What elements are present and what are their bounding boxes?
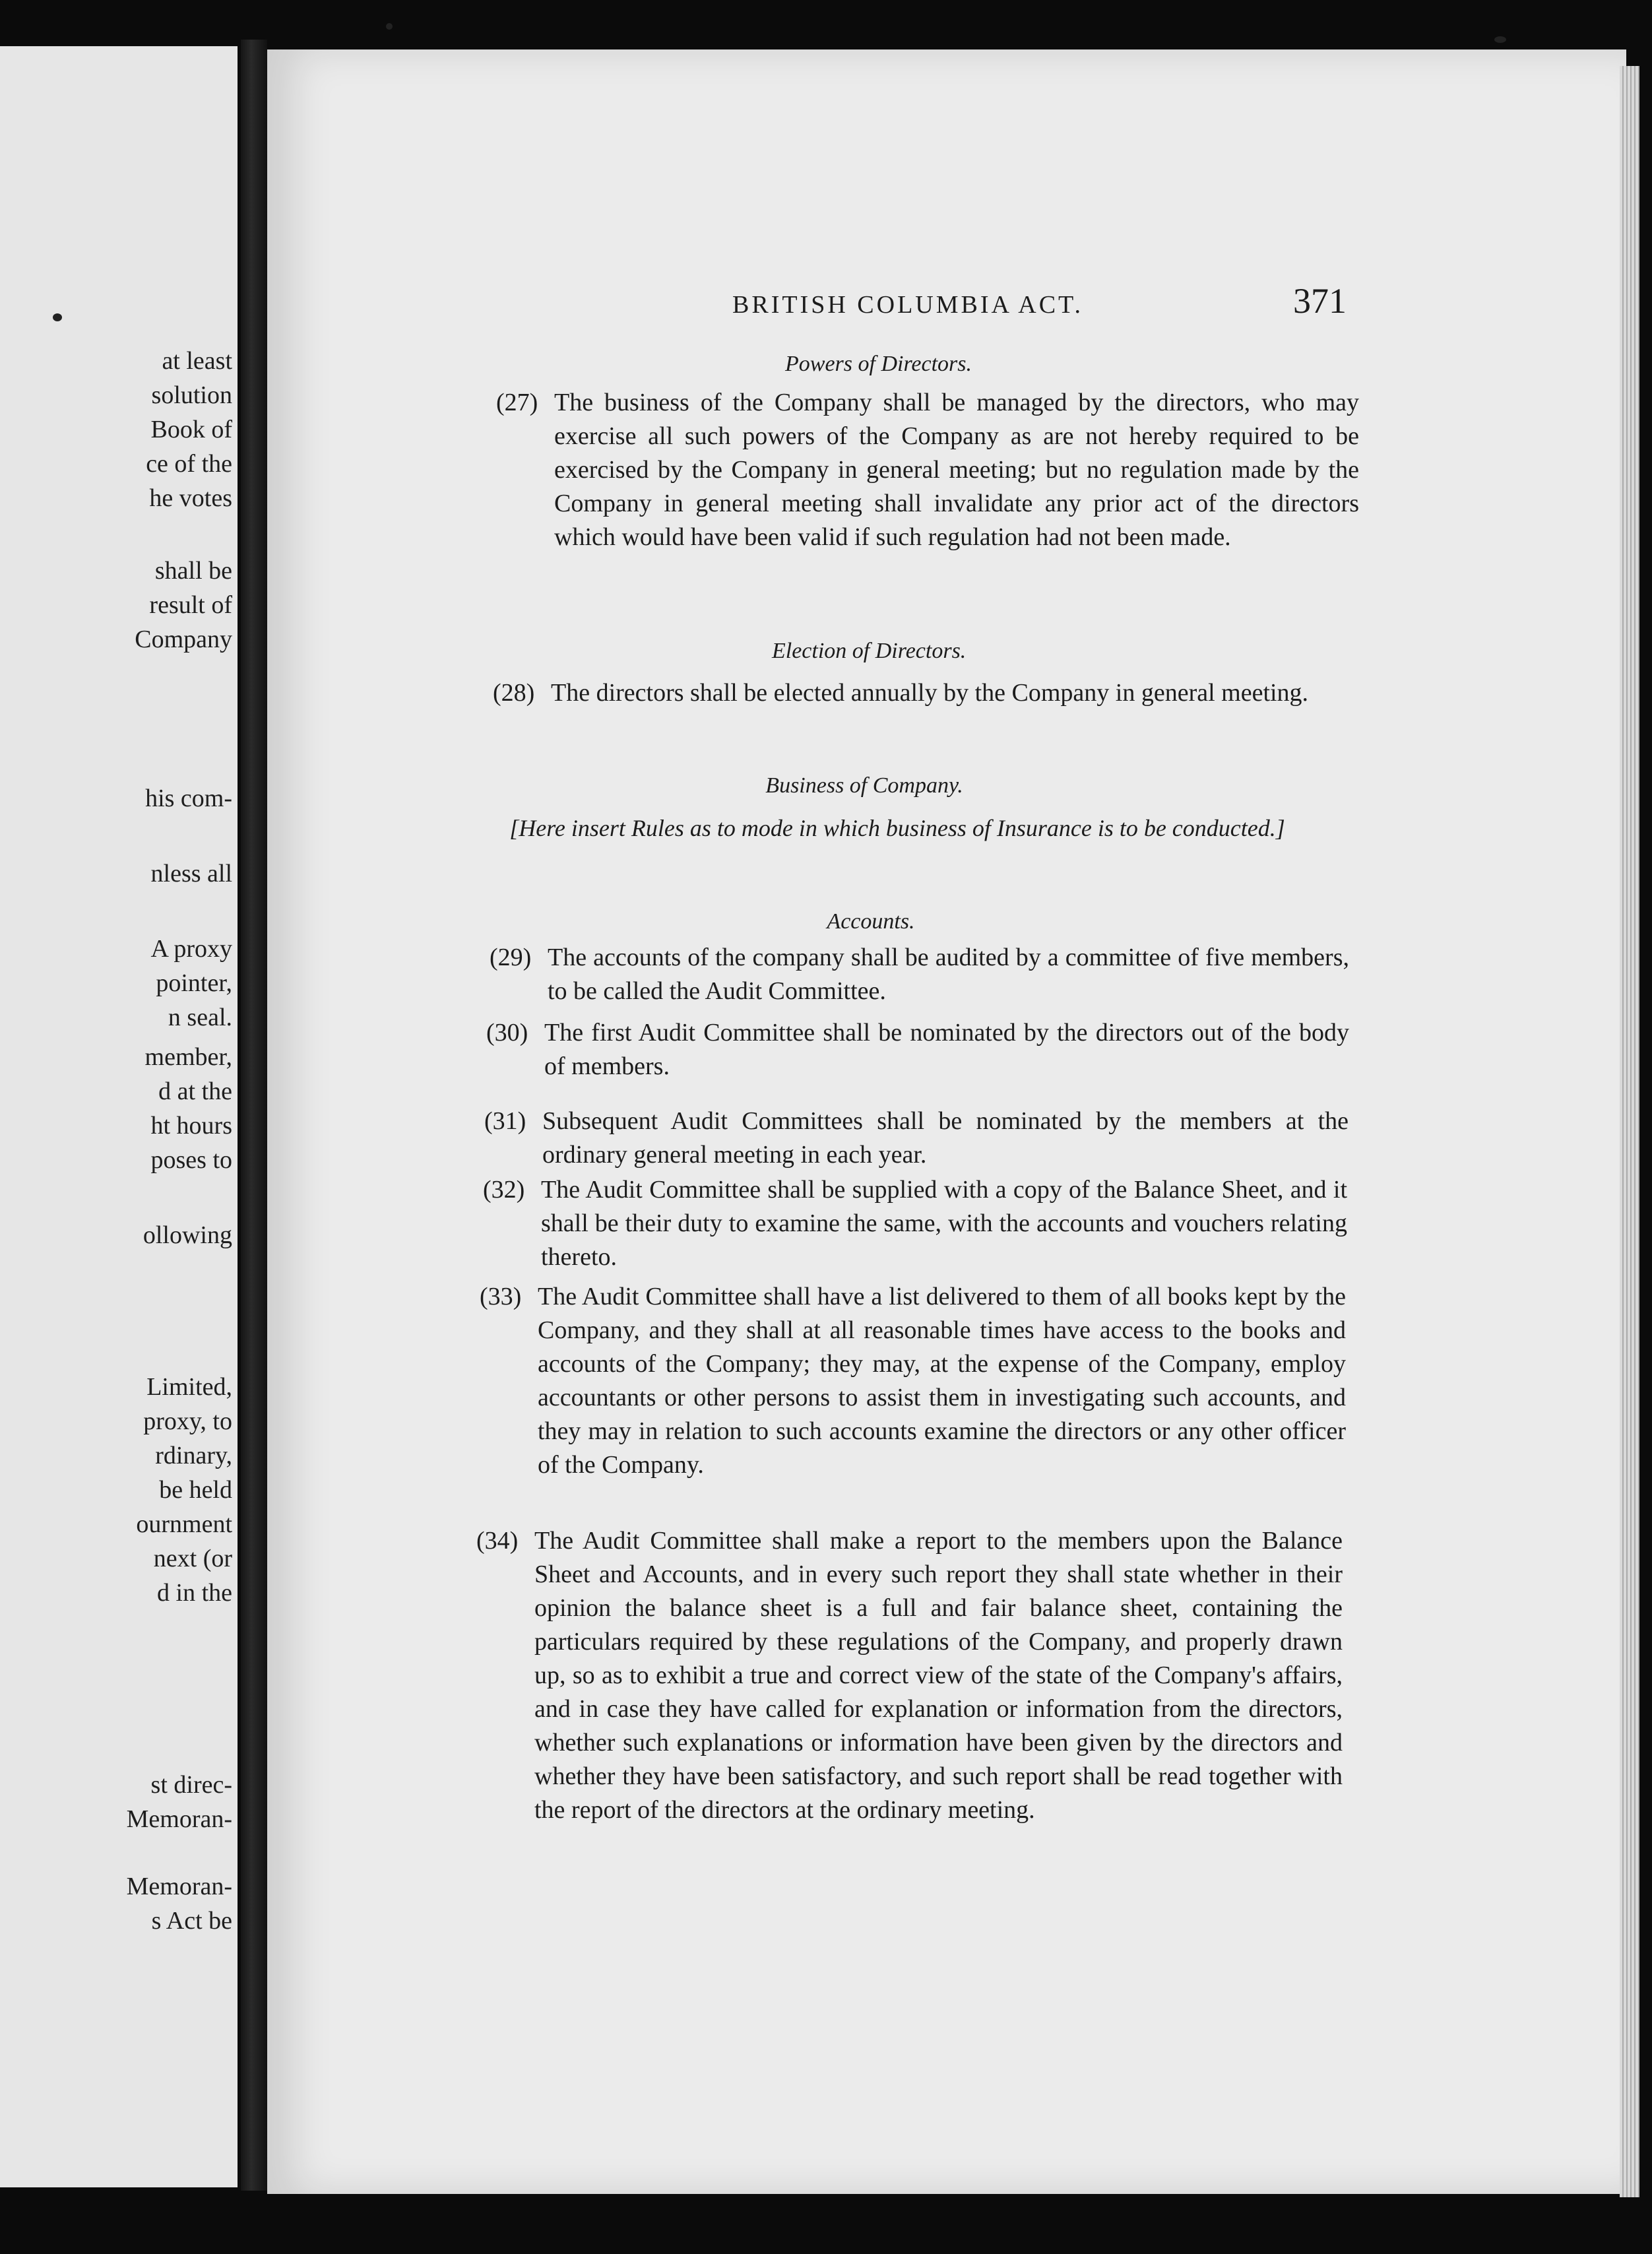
left-fragment: nless all [150,860,232,887]
left-fragment: d at the [158,1078,232,1105]
clause-29 [490,941,1349,1008]
left-fragment: A proxy [150,935,232,963]
left-fragment: his com- [145,785,232,812]
clause-number: (31) [484,1107,526,1135]
left-fragment: ournment [136,1510,232,1538]
section-heading-business: Business of Company. [765,773,963,798]
left-fragment: s Act be [151,1907,232,1935]
scan-speck [53,313,62,321]
left-fragment: he votes [149,484,232,512]
section-heading-election: Election of Directors. [772,639,967,663]
clause-number: (28) [493,679,535,707]
clause-number: (29) [490,944,532,971]
left-fragment: pointer, [156,969,232,997]
clause-text: The first Audit Committee shall be nominated by the directors out of the body of members. [544,1019,1349,1080]
left-fragment: proxy, to [143,1407,232,1435]
left-fragment: be held [159,1476,232,1504]
clause-text: The Audit Committee shall make a report to the members upon the Balance Sheet and Accounts, and in every such report they shall state whether in their opinion the balance sheet is a full and fair balance sheet, containing the particulars required by these regulations of the Company, and properly drawn up, so as to exhibit a true and correct view of the state of the Company's affairs, and in case they have called for explanation or information from the directors, whether such explanations or information have been given by the directors and whether they have been satisfactory, and such report shall be read together with the report of the directors at the ordinary meeting. [534,1527,1343,1824]
left-fragment: poses to [150,1146,232,1174]
clause-33 [480,1280,1346,1482]
clause-text: The directors shall be elected annually by the Company in general meeting. [551,679,1309,707]
left-fragment: solution [151,381,232,409]
clause-text: The Audit Committee shall have a list delivered to them of all books kept by the Company, and they shall at all reasonable times have access to the books and accounts of the Company; they may, at the expense of the Company, employ accountants or other persons to assist them in investigating such accounts, and they may in relation to such accounts examine the directors or any other officer of the Company. [538,1283,1346,1479]
section-heading-powers: Powers of Directors. [785,352,972,376]
clause-text: The accounts of the company shall be audited by a committee of five members, to be called the Audit Committee. [548,944,1349,1005]
clause-text: The Audit Committee shall be supplied with a copy of the Balance Sheet, and it shall be their duty to examine the same, with the accounts and vouchers relating thereto. [541,1176,1347,1271]
page-edge [1620,66,1639,2197]
left-fragment: ce of the [146,450,232,478]
business-note: [Here insert Rules as to mode in which business of Insurance is to be conducted.] [509,815,1285,841]
running-title: BRITISH COLUMBIA ACT. [732,291,1083,319]
left-fragment: n seal. [168,1004,232,1031]
page-number: 371 [1293,281,1347,321]
left-fragment: ollowing [143,1221,232,1249]
clause-number: (27) [496,389,538,416]
clause-27 [496,386,1359,554]
clause-number: (32) [483,1176,525,1204]
left-fragment: Memoran- [126,1805,232,1833]
left-fragment: Book of [150,416,232,443]
left-facing-page [0,46,238,2187]
left-fragment: at least [162,347,232,375]
clause-number: (30) [486,1019,528,1046]
left-fragment: Memoran- [126,1873,232,1900]
left-fragment: result of [149,591,232,619]
scan-speck [386,23,393,30]
left-fragment: next (or [153,1545,232,1572]
clause-30 [486,1016,1349,1083]
left-fragment: ht hours [150,1112,232,1140]
left-fragment: st direc- [150,1771,232,1799]
section-heading-accounts: Accounts. [827,909,915,934]
clause-28 [493,676,1352,710]
clause-number: (33) [480,1283,522,1310]
left-fragment: rdinary, [155,1442,232,1469]
left-fragment: Company [135,626,232,653]
clause-text: Subsequent Audit Committees shall be nominated by the members at the ordinary general meeting in each year. [542,1107,1349,1169]
clause-32 [483,1173,1347,1274]
left-fragment: d in the [157,1579,232,1607]
scan-speck [1494,36,1506,43]
left-fragment: shall be [154,557,232,585]
left-fragment: member, [144,1043,232,1071]
left-fragment: Limited, [146,1373,232,1401]
clause-34 [476,1524,1343,1827]
clause-text: The business of the Company shall be managed by the directors, who may exercise all such powers of the Company as are not hereby required to be exercised by the Company in general meeting; but no regulation made by the Company in general meeting shall invalidate any prior act of the directors which would have been valid if such regulation had not been made. [554,389,1359,551]
clause-31 [484,1105,1349,1172]
book-gutter [241,40,267,2191]
clause-number: (34) [476,1527,519,1555]
